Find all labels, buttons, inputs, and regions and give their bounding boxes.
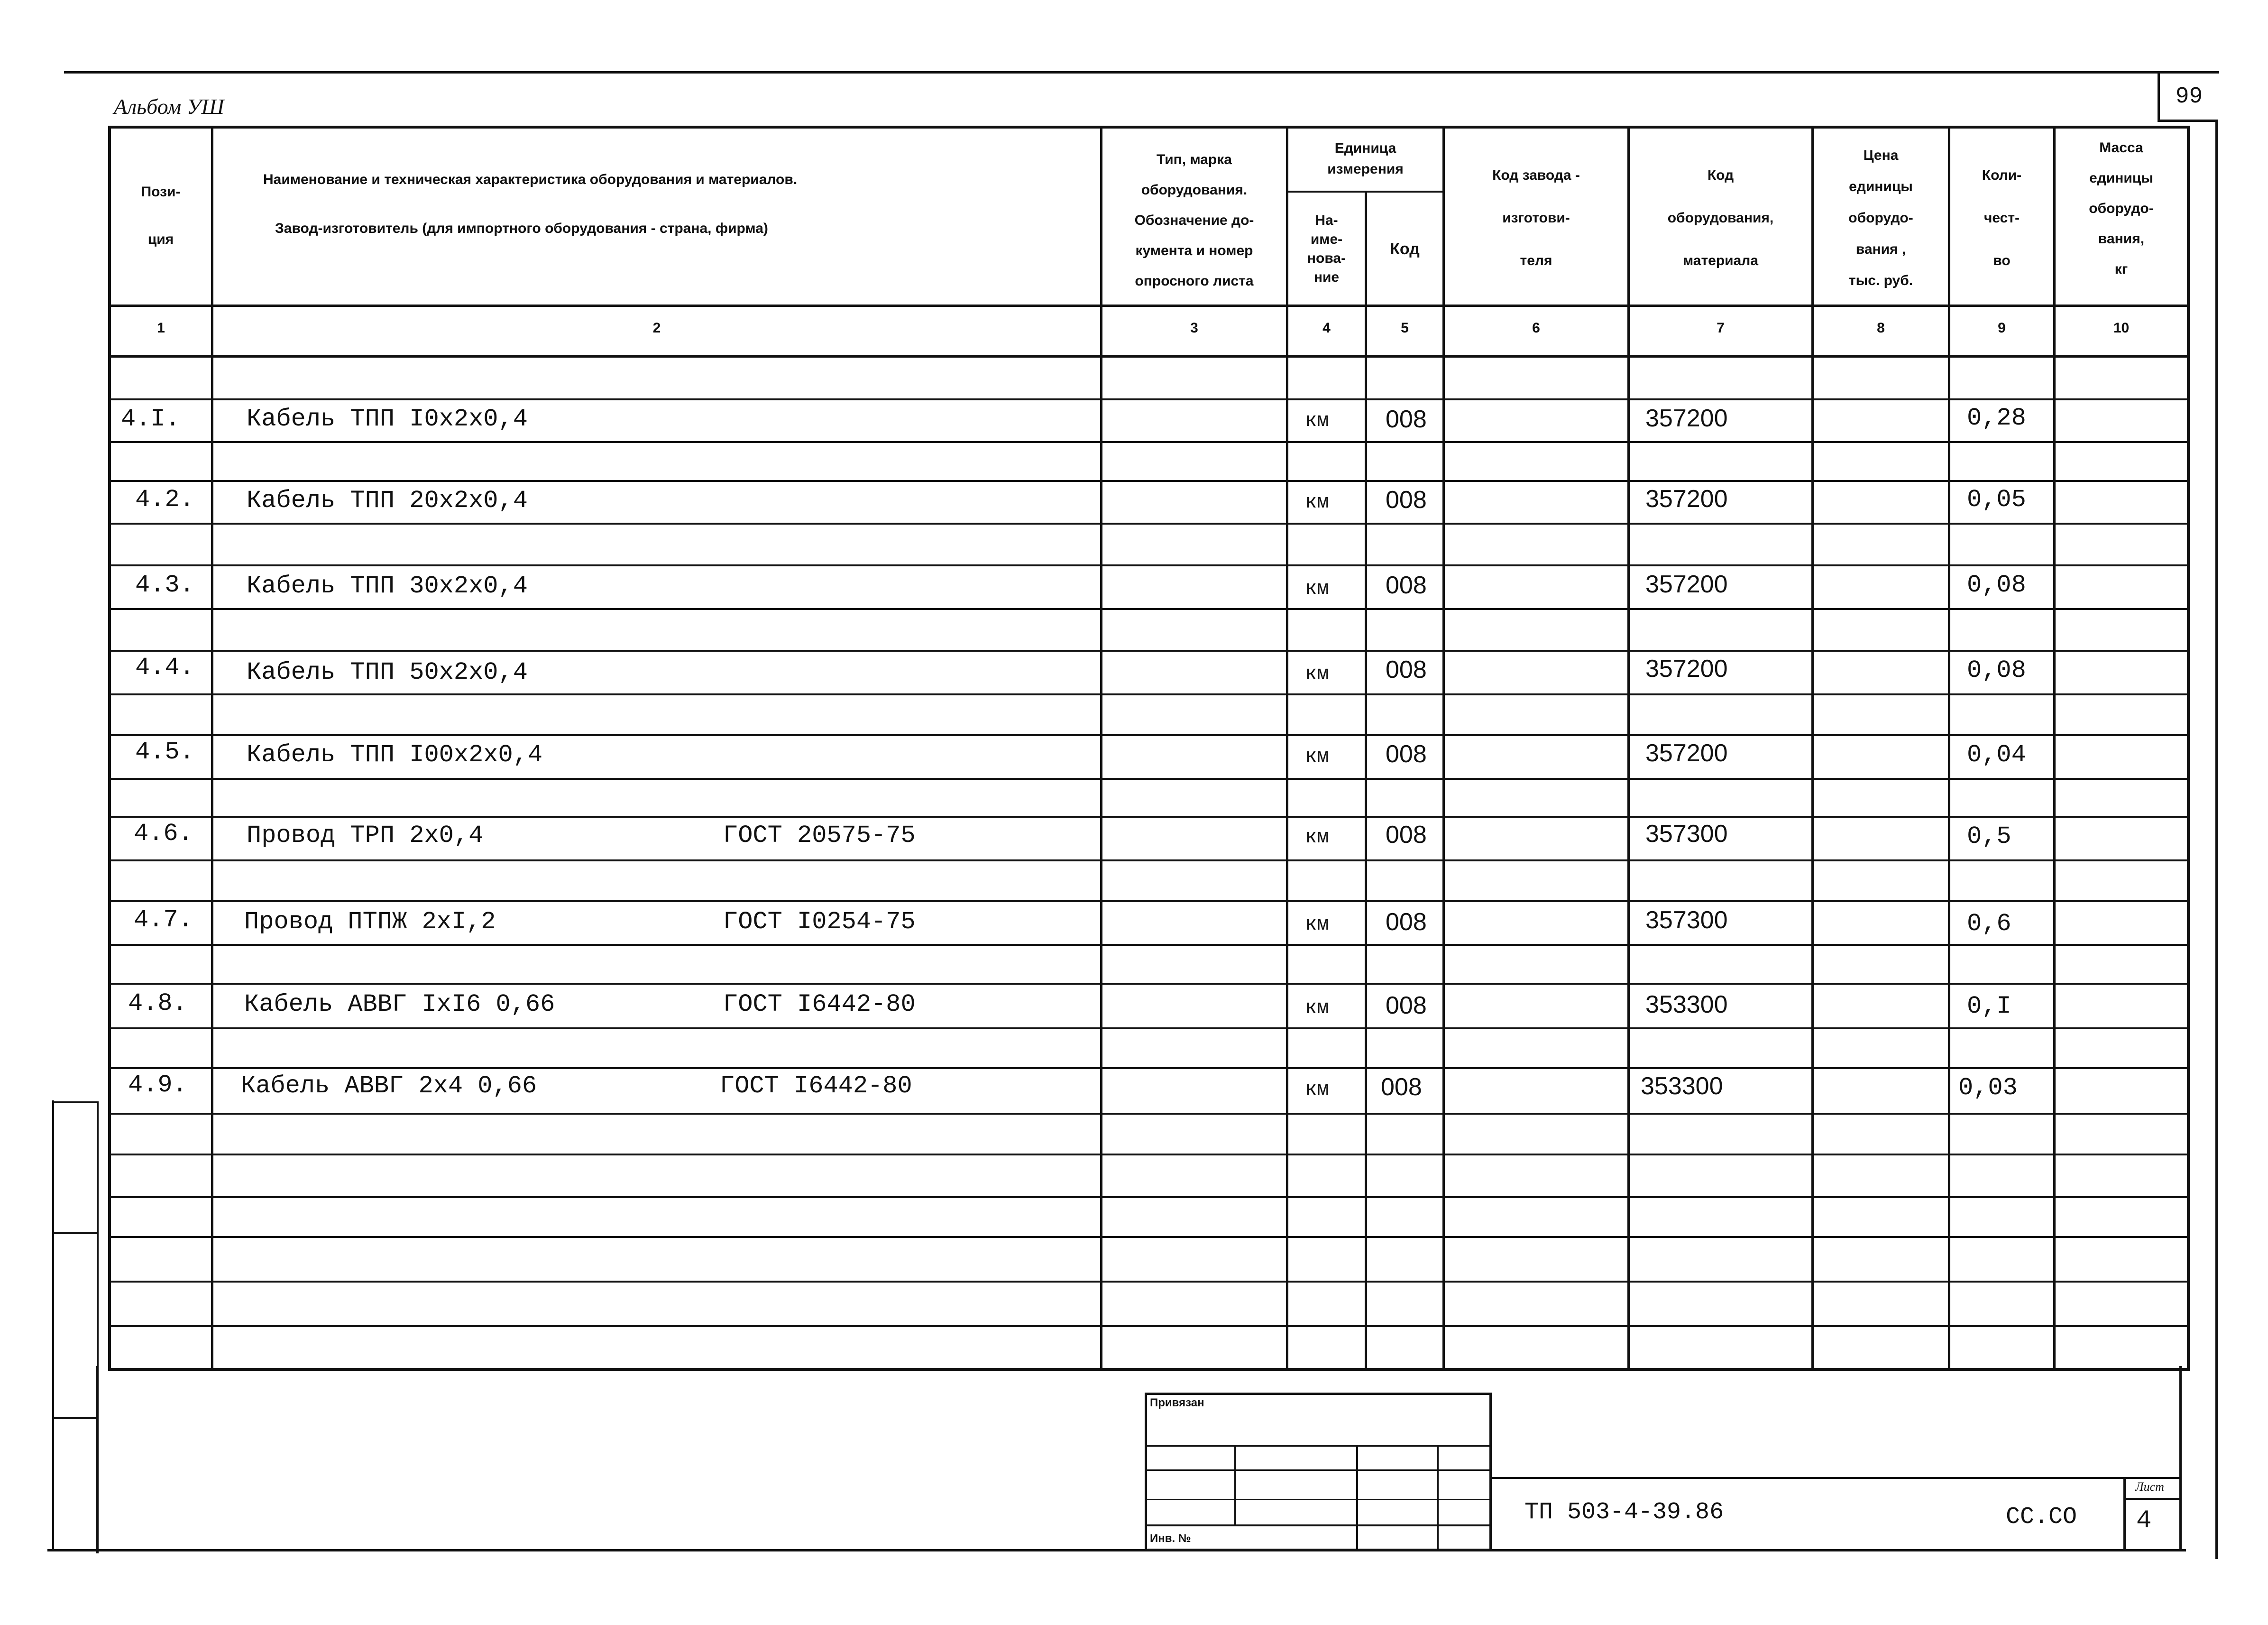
row-gost: ГОСТ I0254-75 [723, 908, 916, 936]
row-unit: км [1305, 491, 1329, 514]
row-quantity: 0,04 [1967, 741, 2026, 769]
row-material-code: 357200 [1645, 655, 1728, 683]
column-number-3: 3 [1190, 320, 1198, 336]
row-line [108, 523, 2190, 525]
header-unit-group: Единица измерения [1327, 140, 1404, 177]
row-line [108, 778, 2190, 780]
stamp-line [1437, 1445, 1439, 1551]
row-position: 4.7. [134, 906, 193, 934]
stamp-line [1234, 1445, 1236, 1525]
row-position: 4.9. [128, 1071, 187, 1099]
row-name: Кабель ТПП 50x2x0,4 [247, 658, 528, 686]
header-quantity: Коли- чест- во [1982, 167, 2022, 268]
col-divider [1286, 126, 1288, 1371]
row-line [108, 564, 2190, 566]
column-number-2: 2 [652, 320, 661, 336]
column-number-8: 8 [1877, 320, 1885, 336]
row-unit: км [1305, 1078, 1329, 1101]
binding-margin-box [54, 1419, 99, 1551]
header-unit-mass: Масса единицы оборудо- вания, кг [2089, 140, 2154, 277]
stamp-line [1356, 1445, 1358, 1551]
row-name: Провод ПТПЖ 2xI,2 [244, 908, 496, 936]
row-unit-code: 008 [1386, 908, 1427, 936]
row-line [108, 1154, 2190, 1155]
row-position: 4.8. [128, 989, 187, 1017]
row-line [108, 944, 2190, 946]
row-name: Кабель АВВГ IxI6 0,66 [244, 990, 555, 1018]
row-quantity: 0,5 [1967, 822, 2011, 850]
header-bottom-rule [108, 305, 2190, 307]
header-unit-name: На- име- нова- ние [1307, 212, 1346, 285]
row-unit-code: 008 [1386, 656, 1427, 683]
row-unit: км [1305, 577, 1329, 600]
row-gost: ГОСТ I6442-80 [720, 1072, 912, 1100]
row-line [108, 983, 2190, 985]
column-number-5: 5 [1401, 320, 1409, 336]
row-position: 4.3. [135, 571, 194, 599]
row-line [108, 859, 2190, 861]
row-line [108, 693, 2190, 695]
frame-right-edge [2215, 122, 2218, 1559]
row-line [108, 1325, 2190, 1327]
row-position: 4.6. [134, 820, 193, 848]
header-name [213, 128, 1100, 305]
column-number-10: 10 [2113, 320, 2130, 336]
row-material-code: 357200 [1645, 405, 1728, 432]
row-name: Кабель ТПП I00x2x0,4 [247, 741, 543, 769]
row-quantity: 0,28 [1967, 404, 2026, 432]
title-block-top [1492, 1477, 2182, 1479]
col-divider [1948, 126, 1950, 1371]
col-divider [1442, 126, 1445, 1371]
row-quantity: 0,05 [1967, 486, 2026, 514]
header-name-line2: Завод-изготовитель (для импортного оборудования - страна, фирма) [275, 221, 768, 236]
row-quantity: 0,6 [1967, 910, 2011, 938]
col-divider [1100, 126, 1102, 1371]
header-type: Тип, марка оборудования. Обозначение до- кумента и номер опросного листа [1134, 152, 1254, 289]
stamp-inv-label: Инв. № [1150, 1532, 1191, 1545]
row-position: 4.4. [135, 654, 194, 682]
row-unit-code: 008 [1386, 486, 1427, 514]
page-number: 99 [2175, 83, 2203, 110]
row-position: 4.2. [135, 486, 194, 514]
row-gost: ГОСТ I6442-80 [723, 990, 916, 1018]
column-number-4: 4 [1322, 320, 1331, 336]
row-line [108, 480, 2190, 482]
stamp-line [1145, 1445, 1492, 1447]
row-unit-code: 008 [1386, 406, 1427, 433]
row-line [108, 1027, 2190, 1029]
page-number-box [2158, 74, 2218, 122]
row-unit: км [1305, 745, 1329, 768]
row-material-code: 357300 [1645, 820, 1728, 848]
column-number-1: 1 [157, 320, 165, 336]
column-number-6: 6 [1532, 320, 1540, 336]
stamp-line [1145, 1499, 1492, 1500]
binding-margin-box [54, 1101, 99, 1234]
stamp-bound-label: Привязан [1150, 1396, 1204, 1409]
stamp-line [1145, 1469, 1492, 1471]
row-line [108, 900, 2190, 902]
row-line [108, 1236, 2190, 1238]
row-quantity: 0,03 [1958, 1074, 2018, 1102]
row-quantity: 0,08 [1967, 656, 2026, 684]
row-unit-code: 008 [1386, 572, 1427, 599]
unit-group-divider [1286, 191, 1445, 193]
row-unit: км [1305, 409, 1329, 432]
row-name: Провод ТРП 2x0,4 [247, 822, 484, 849]
row-name: Кабель ТПП 30x2x0,4 [247, 572, 528, 600]
column-number-7: 7 [1717, 320, 1725, 336]
row-material-code: 357200 [1645, 571, 1728, 598]
col-divider [1627, 126, 1630, 1371]
row-line [108, 441, 2190, 443]
header-unit-price: Цена единицы оборудо- вания , тыс. руб. [1848, 148, 1913, 288]
sheet-number-box [2123, 1477, 2182, 1551]
column-number-9: 9 [1998, 320, 2006, 336]
colnum-bottom-rule [108, 355, 2190, 358]
row-line [108, 650, 2190, 652]
row-line [108, 1196, 2190, 1198]
row-line [108, 1281, 2190, 1283]
row-unit-code: 008 [1386, 821, 1427, 849]
row-name: Кабель ТПП I0x2x0,4 [247, 405, 528, 433]
row-unit: км [1305, 663, 1329, 685]
row-gost: ГОСТ 20575-75 [723, 822, 916, 849]
stamp-line [1145, 1524, 1492, 1526]
top-rule [64, 71, 2219, 74]
row-material-code: 357200 [1645, 739, 1728, 767]
row-quantity: 0,08 [1967, 571, 2026, 599]
col-divider [1365, 192, 1367, 1371]
row-quantity: 0,I [1967, 992, 2011, 1020]
sheet-divider [2126, 1498, 2182, 1500]
col-divider [1811, 126, 1814, 1371]
header-unit-code: Код [1390, 240, 1420, 258]
frame-left-edge [96, 1366, 99, 1553]
row-material-code: 353300 [1645, 991, 1728, 1018]
album-label: Альбом УШ [114, 94, 224, 119]
sheet-label: Лист [2135, 1480, 2164, 1494]
header-material-code: Код оборудования, материала [1667, 167, 1774, 268]
row-unit: км [1305, 826, 1329, 849]
sheet-number: 4 [2136, 1506, 2152, 1535]
binding-margin-box [54, 1234, 99, 1419]
row-line [108, 1113, 2190, 1115]
row-unit-code: 008 [1381, 1073, 1422, 1101]
row-line [108, 734, 2190, 736]
row-line [108, 398, 2190, 400]
row-line [108, 816, 2190, 818]
row-unit-code: 008 [1386, 992, 1427, 1019]
row-name: Кабель ТПП 20x2x0,4 [247, 487, 528, 515]
header-plant-code: Код завода - изготови- теля [1492, 167, 1580, 268]
row-position: 4.5. [135, 738, 194, 766]
row-unit: км [1305, 997, 1329, 1019]
row-name: Кабель АВВГ 2x4 0,66 [241, 1072, 537, 1100]
row-position: 4.I. [121, 405, 180, 433]
col-divider [2053, 126, 2056, 1371]
document-section: СС.СО [2006, 1504, 2077, 1531]
document-code: ТП 503-4-39.86 [1524, 1499, 1724, 1526]
row-material-code: 353300 [1641, 1072, 1723, 1100]
row-material-code: 357200 [1645, 485, 1728, 513]
frame-bottom-rule [47, 1549, 2186, 1551]
col-divider [211, 126, 213, 1371]
row-line [108, 608, 2190, 610]
header-position: Пози- ция [141, 184, 181, 247]
header-name-line1: Наименование и техническая характеристика оборудования и материалов. [263, 172, 798, 187]
row-line [108, 1067, 2190, 1069]
row-material-code: 357300 [1645, 906, 1728, 934]
stamp-bound-box [1145, 1393, 1492, 1551]
row-unit: км [1305, 913, 1329, 936]
row-unit-code: 008 [1386, 740, 1427, 768]
